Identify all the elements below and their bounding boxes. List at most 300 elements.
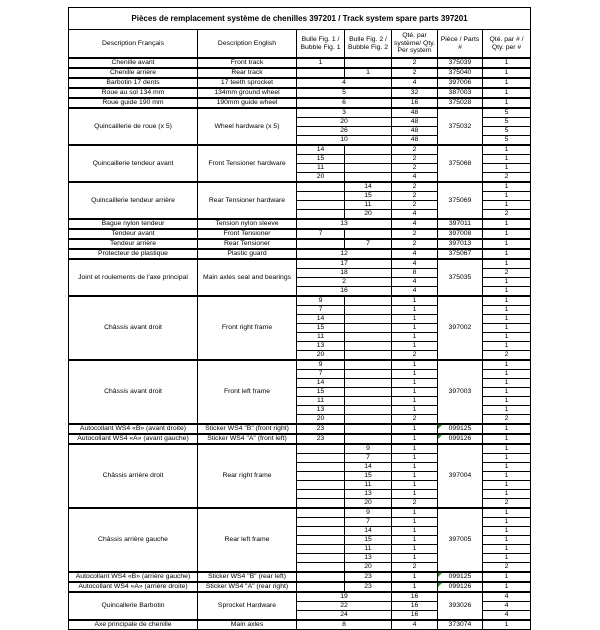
table-header-row — [69, 30, 531, 59]
cell-fig1: 14 — [297, 145, 345, 155]
table-row — [69, 259, 531, 269]
cell-part-number: 373074 — [438, 620, 483, 630]
cell-qty-per-part: 1 — [483, 88, 531, 98]
cell-qty-per-system: 4 — [392, 78, 438, 88]
cell-fig2: 7 — [345, 454, 392, 463]
cell-qty-per-system: 1 — [392, 370, 438, 379]
cell-fig1: 23 — [297, 424, 345, 434]
cell-qty-per-system: 1 — [392, 388, 438, 397]
table-row — [69, 88, 531, 98]
cell-part-number: 375067 — [438, 249, 483, 259]
cell-qty-per-system: 1 — [392, 406, 438, 415]
cell-qty-per-part: 1 — [483, 259, 531, 269]
cell-description-fr: Joint et roulements de l'axe principal — [69, 259, 198, 296]
table-row — [69, 360, 531, 370]
cell-qty-per-part: 1 — [483, 192, 531, 201]
cell-part-number: 099125 — [438, 572, 483, 582]
cell-qty-per-system: 1 — [392, 463, 438, 472]
cell-qty-per-system: 1 — [392, 333, 438, 342]
cell-qty-per-system: 1 — [392, 536, 438, 545]
cell-qty-per-system: 1 — [392, 424, 438, 434]
table-row — [69, 508, 531, 518]
cell-qty-per-part: 1 — [483, 444, 531, 454]
cell-description-en: 190mm guide wheel — [198, 98, 297, 108]
excel-error-flag-icon — [438, 435, 442, 439]
cell-part-number: 397003 — [438, 360, 483, 424]
cell-part-number: 099125 — [438, 424, 483, 434]
cell-part-number: 397005 — [438, 508, 483, 572]
cell-qty-per-system: 1 — [392, 434, 438, 444]
cell-qty-per-part: 1 — [483, 545, 531, 554]
cell-qty-per-system: 4 — [392, 287, 438, 297]
cell-qty-per-system: 2 — [392, 164, 438, 173]
cell-qty-per-part: 2 — [483, 173, 531, 183]
cell-qty-per-part: 1 — [483, 434, 531, 444]
cell-description-fr: Châssis arrière droit — [69, 444, 198, 508]
cell-qty-per-part: 1 — [483, 98, 531, 108]
cell-qty-per-system: 2 — [392, 415, 438, 425]
cell-description-fr: Barbotin 17 dents — [69, 78, 198, 88]
column-header-bubble-fig1: Bulle Fig. 1 / Bubble Fig. 1 — [297, 30, 345, 59]
cell-qty-per-system: 1 — [392, 518, 438, 527]
cell-fig1: 11 — [297, 397, 345, 406]
cell-qty-per-part: 1 — [483, 249, 531, 259]
cell-part-number: 375028 — [438, 98, 483, 108]
cell-description-en: Front track — [198, 58, 297, 68]
cell-qty-per-part: 1 — [483, 397, 531, 406]
cell-description-fr: Chenille avant — [69, 58, 198, 68]
cell-fig2 — [345, 333, 392, 342]
cell-qty-per-part: 1 — [483, 490, 531, 499]
cell-qty-per-system: 2 — [392, 145, 438, 155]
cell-fig1 — [297, 527, 345, 536]
cell-qty-per-system: 48 — [392, 118, 438, 127]
column-header-qty-per-part: Qté. par # / Qty. per # — [483, 30, 531, 59]
cell-fig1: 13 — [297, 406, 345, 415]
cell-qty-per-system: 2 — [392, 58, 438, 68]
cell-description-fr: Roue au sol 134 mm — [69, 88, 198, 98]
cell-description-fr: Autocollant WS4 «A» (avant gauche) — [69, 434, 198, 444]
cell-fig2: 13 — [345, 490, 392, 499]
cell-qty-per-part: 1 — [483, 201, 531, 210]
cell-qty-per-part: 5 — [483, 127, 531, 136]
cell-qty-per-system: 16 — [392, 592, 438, 602]
cell-qty-per-part: 1 — [483, 296, 531, 306]
cell-fig2 — [345, 306, 392, 315]
cell-fig-merged: 12 — [297, 249, 392, 259]
cell-description-fr: Châssis arrière gauche — [69, 508, 198, 572]
cell-qty-per-system: 2 — [392, 192, 438, 201]
cell-qty-per-part: 1 — [483, 388, 531, 397]
cell-fig1 — [297, 545, 345, 554]
cell-fig-merged: 19 — [297, 592, 392, 602]
cell-qty-per-part: 2 — [483, 415, 531, 425]
cell-qty-per-system: 1 — [392, 527, 438, 536]
cell-qty-per-part: 1 — [483, 424, 531, 434]
cell-description-fr: Quincaillerie tendeur avant — [69, 145, 198, 182]
cell-fig2: 15 — [345, 192, 392, 201]
cell-fig2 — [345, 351, 392, 361]
table-row — [69, 239, 531, 249]
cell-fig2 — [345, 424, 392, 434]
cell-part-number: 387003 — [438, 88, 483, 98]
cell-qty-per-part: 1 — [483, 333, 531, 342]
cell-part-number: 393026 — [438, 592, 483, 620]
cell-qty-per-part: 1 — [483, 360, 531, 370]
cell-description-en: Wheel hardware (x 5) — [198, 108, 297, 145]
cell-qty-per-part: 1 — [483, 472, 531, 481]
cell-fig2 — [345, 155, 392, 164]
cell-qty-per-part: 1 — [483, 68, 531, 78]
table-title-row — [69, 8, 531, 30]
table-row — [69, 249, 531, 259]
table-row — [69, 572, 531, 582]
cell-qty-per-part: 1 — [483, 582, 531, 592]
cell-qty-per-system: 4 — [392, 249, 438, 259]
cell-fig1: 11 — [297, 333, 345, 342]
cell-fig1 — [297, 554, 345, 563]
table-row — [69, 434, 531, 444]
cell-qty-per-system: 1 — [392, 296, 438, 306]
cell-fig-merged: 10 — [297, 136, 392, 146]
cell-fig2 — [345, 164, 392, 173]
cell-description-en: Front Tensioner — [198, 229, 297, 239]
cell-qty-per-system: 1 — [392, 454, 438, 463]
cell-qty-per-system: 1 — [392, 342, 438, 351]
cell-qty-per-system: 1 — [392, 545, 438, 554]
excel-error-flag-icon — [438, 425, 442, 429]
cell-qty-per-part: 1 — [483, 324, 531, 333]
cell-fig2: 11 — [345, 481, 392, 490]
cell-fig1 — [297, 68, 345, 78]
cell-fig-merged: 26 — [297, 127, 392, 136]
cell-qty-per-part: 1 — [483, 370, 531, 379]
cell-part-number: 397004 — [438, 444, 483, 508]
cell-qty-per-part: 1 — [483, 379, 531, 388]
cell-part-number: 375035 — [438, 259, 483, 296]
cell-fig2: 7 — [345, 518, 392, 527]
cell-fig-merged: 24 — [297, 611, 392, 621]
cell-part-number: 397008 — [438, 229, 483, 239]
cell-qty-per-part: 1 — [483, 481, 531, 490]
cell-qty-per-system: 2 — [392, 239, 438, 249]
table-row — [69, 296, 531, 306]
cell-fig-merged: 20 — [297, 118, 392, 127]
cell-description-en: Sprocket Hardware — [198, 592, 297, 620]
cell-description-en: Front left frame — [198, 360, 297, 424]
table-row — [69, 58, 531, 68]
cell-fig1: 15 — [297, 155, 345, 164]
cell-qty-per-system: 2 — [392, 155, 438, 164]
cell-fig2: 9 — [345, 444, 392, 454]
cell-part-number: 099126 — [438, 582, 483, 592]
cell-part-number: 397013 — [438, 239, 483, 249]
cell-fig2 — [345, 397, 392, 406]
cell-qty-per-system: 1 — [392, 481, 438, 490]
cell-qty-per-system: 16 — [392, 98, 438, 108]
cell-fig1 — [297, 472, 345, 481]
cell-fig-merged: 18 — [297, 269, 392, 278]
table-row — [69, 182, 531, 192]
cell-qty-per-system: 1 — [392, 444, 438, 454]
cell-qty-per-part: 1 — [483, 454, 531, 463]
cell-fig1 — [297, 508, 345, 518]
cell-qty-per-system: 2 — [392, 563, 438, 573]
cell-description-en: Sticker WS4 "B" (rear left) — [198, 572, 297, 582]
cell-description-en: Rear Tensioner hardware — [198, 182, 297, 219]
cell-description-fr: Châssis avant droit — [69, 360, 198, 424]
cell-description-fr: Quincaillerie tendeur arrière — [69, 182, 198, 219]
cell-description-en: Sticker WS4 "A" (front left) — [198, 434, 297, 444]
cell-qty-per-system: 1 — [392, 397, 438, 406]
cell-fig2 — [345, 360, 392, 370]
cell-description-en: Rear right frame — [198, 444, 297, 508]
cell-qty-per-system: 16 — [392, 611, 438, 621]
cell-description-en: Main axles — [198, 620, 297, 630]
cell-fig1: 13 — [297, 342, 345, 351]
cell-qty-per-system: 1 — [392, 324, 438, 333]
cell-fig1 — [297, 463, 345, 472]
cell-part-number: 099126 — [438, 434, 483, 444]
cell-fig-merged: 6 — [297, 98, 392, 108]
cell-qty-per-system: 1 — [392, 379, 438, 388]
cell-qty-per-part: 1 — [483, 342, 531, 351]
cell-qty-per-system: 4 — [392, 210, 438, 220]
cell-fig1 — [297, 201, 345, 210]
excel-error-flag-icon — [438, 583, 442, 587]
cell-fig1: 20 — [297, 173, 345, 183]
cell-fig-merged: 3 — [297, 108, 392, 118]
cell-qty-per-part: 1 — [483, 554, 531, 563]
cell-fig1 — [297, 518, 345, 527]
table-row — [69, 592, 531, 602]
cell-qty-per-part: 2 — [483, 351, 531, 361]
cell-fig1 — [297, 192, 345, 201]
cell-qty-per-part: 1 — [483, 182, 531, 192]
cell-description-fr: Axe principale de chenille — [69, 620, 198, 630]
cell-description-en: Sticker WS4 "A" (rear right) — [198, 582, 297, 592]
cell-qty-per-part: 1 — [483, 145, 531, 155]
cell-fig1: 11 — [297, 164, 345, 173]
cell-fig1 — [297, 563, 345, 573]
cell-fig1: 9 — [297, 360, 345, 370]
cell-qty-per-part: 1 — [483, 287, 531, 297]
cell-qty-per-system: 48 — [392, 127, 438, 136]
cell-fig2: 11 — [345, 545, 392, 554]
cell-description-en: Sticker WS4 "B" (front right) — [198, 424, 297, 434]
cell-fig2: 15 — [345, 536, 392, 545]
column-header-description-fr: Description Français — [69, 30, 198, 59]
cell-qty-per-part: 1 — [483, 229, 531, 239]
cell-fig1: 1 — [297, 58, 345, 68]
cell-fig2 — [345, 370, 392, 379]
cell-fig1 — [297, 536, 345, 545]
cell-qty-per-part: 1 — [483, 406, 531, 415]
cell-fig1: 15 — [297, 388, 345, 397]
table-row — [69, 424, 531, 434]
cell-fig2: 23 — [345, 582, 392, 592]
cell-qty-per-system: 2 — [392, 499, 438, 509]
cell-qty-per-system: 2 — [392, 201, 438, 210]
cell-description-en: Front Tensioner hardware — [198, 145, 297, 182]
cell-qty-per-part: 1 — [483, 164, 531, 173]
cell-description-fr: Autocollant WS4 «A» (arrière droite) — [69, 582, 198, 592]
cell-fig2: 15 — [345, 472, 392, 481]
cell-fig2 — [345, 406, 392, 415]
cell-fig2 — [345, 434, 392, 444]
cell-qty-per-part: 1 — [483, 620, 531, 630]
cell-fig1: 15 — [297, 324, 345, 333]
cell-qty-per-system: 1 — [392, 572, 438, 582]
cell-qty-per-system: 4 — [392, 219, 438, 229]
cell-fig1: 20 — [297, 351, 345, 361]
cell-qty-per-system: 1 — [392, 554, 438, 563]
cell-qty-per-system: 1 — [392, 360, 438, 370]
cell-description-fr: Autocollant WS4 «B» (arrière gauche) — [69, 572, 198, 582]
cell-fig1 — [297, 490, 345, 499]
cell-qty-per-system: 1 — [392, 306, 438, 315]
cell-qty-per-part: 1 — [483, 572, 531, 582]
cell-fig1 — [297, 239, 345, 249]
cell-description-fr: Quincaillerie de roue (x 5) — [69, 108, 198, 145]
cell-fig-merged: 22 — [297, 602, 392, 611]
cell-fig2 — [345, 388, 392, 397]
cell-part-number: 397006 — [438, 78, 483, 88]
cell-fig1 — [297, 182, 345, 192]
cell-qty-per-part: 5 — [483, 118, 531, 127]
cell-fig-merged: 2 — [297, 278, 392, 287]
cell-qty-per-part: 1 — [483, 219, 531, 229]
cell-fig2 — [345, 379, 392, 388]
table-row — [69, 219, 531, 229]
table-row — [69, 444, 531, 454]
cell-fig1 — [297, 481, 345, 490]
cell-part-number: 397002 — [438, 296, 483, 360]
cell-description-en: 134mm ground wheel — [198, 88, 297, 98]
cell-fig2: 9 — [345, 508, 392, 518]
cell-qty-per-system: 16 — [392, 602, 438, 611]
cell-part-number: 375039 — [438, 58, 483, 68]
cell-qty-per-system: 2 — [392, 182, 438, 192]
cell-qty-per-part: 1 — [483, 463, 531, 472]
table-row — [69, 620, 531, 630]
cell-qty-per-part: 1 — [483, 239, 531, 249]
cell-fig-merged: 17 — [297, 259, 392, 269]
cell-fig2 — [345, 315, 392, 324]
cell-qty-per-part: 1 — [483, 155, 531, 164]
cell-fig2: 1 — [345, 68, 392, 78]
cell-qty-per-part: 4 — [483, 611, 531, 621]
cell-description-en: 17 teeth sprocket — [198, 78, 297, 88]
table-row — [69, 98, 531, 108]
cell-qty-per-system: 2 — [392, 351, 438, 361]
cell-description-en: Main axles seal and bearings — [198, 259, 297, 296]
cell-qty-per-part: 2 — [483, 269, 531, 278]
cell-part-number: 375040 — [438, 68, 483, 78]
cell-fig2: 14 — [345, 463, 392, 472]
cell-description-en: Plastic guard — [198, 249, 297, 259]
cell-description-fr: Protecteur de plastique — [69, 249, 198, 259]
parts-table — [68, 7, 531, 630]
cell-fig-merged: 13 — [297, 219, 392, 229]
cell-fig2 — [345, 296, 392, 306]
cell-description-fr: Châssis avant droit — [69, 296, 198, 360]
cell-description-fr: Chenille arrière — [69, 68, 198, 78]
cell-fig2 — [345, 58, 392, 68]
cell-fig1: 7 — [297, 229, 345, 239]
cell-qty-per-part: 1 — [483, 306, 531, 315]
cell-qty-per-system: 4 — [392, 173, 438, 183]
cell-description-fr: Autocollant WS4 «B» (avant droite) — [69, 424, 198, 434]
cell-qty-per-part: 2 — [483, 210, 531, 220]
cell-fig1: 14 — [297, 315, 345, 324]
table-row — [69, 582, 531, 592]
cell-fig1: 7 — [297, 306, 345, 315]
cell-qty-per-system: 1 — [392, 315, 438, 324]
cell-fig1: 20 — [297, 415, 345, 425]
column-header-description-en: Description English — [198, 30, 297, 59]
column-header-part-number: Pièce / Parts # — [438, 30, 483, 59]
cell-qty-per-part: 4 — [483, 592, 531, 602]
cell-qty-per-part: 2 — [483, 499, 531, 509]
cell-qty-per-system: 1 — [392, 472, 438, 481]
excel-error-flag-icon — [438, 573, 442, 577]
cell-fig2: 20 — [345, 499, 392, 509]
cell-qty-per-system: 4 — [392, 278, 438, 287]
cell-qty-per-system: 2 — [392, 68, 438, 78]
cell-description-fr: Roue guide 190 mm — [69, 98, 198, 108]
cell-fig2: 23 — [345, 572, 392, 582]
cell-qty-per-system: 32 — [392, 88, 438, 98]
table-row — [69, 145, 531, 155]
cell-description-fr: Quincallerie Barbotin — [69, 592, 198, 620]
cell-qty-per-part: 5 — [483, 108, 531, 118]
cell-fig2: 20 — [345, 563, 392, 573]
cell-qty-per-part: 2 — [483, 563, 531, 573]
cell-fig2 — [345, 145, 392, 155]
cell-part-number: 375032 — [438, 108, 483, 145]
cell-qty-per-part: 1 — [483, 78, 531, 88]
cell-description-en: Rear left frame — [198, 508, 297, 572]
cell-fig2: 14 — [345, 182, 392, 192]
table-row — [69, 108, 531, 118]
table-row — [69, 78, 531, 88]
cell-description-en: Tension nylon sleeve — [198, 219, 297, 229]
cell-fig2: 13 — [345, 554, 392, 563]
cell-part-number: 375069 — [438, 182, 483, 219]
cell-fig1 — [297, 572, 345, 582]
column-header-bubble-fig2: Bulle Fig. 2 / Bubble Fig. 2 — [345, 30, 392, 59]
cell-fig-merged: 5 — [297, 88, 392, 98]
table-row — [69, 68, 531, 78]
cell-qty-per-part: 1 — [483, 58, 531, 68]
cell-fig1 — [297, 210, 345, 220]
cell-fig2 — [345, 173, 392, 183]
parts-table-body — [69, 58, 531, 630]
cell-fig1: 7 — [297, 370, 345, 379]
cell-fig-merged: 16 — [297, 287, 392, 297]
cell-qty-per-system: 48 — [392, 108, 438, 118]
cell-qty-per-part: 1 — [483, 278, 531, 287]
cell-fig2: 20 — [345, 210, 392, 220]
table-row — [69, 229, 531, 239]
cell-qty-per-system: 1 — [392, 490, 438, 499]
cell-fig2 — [345, 324, 392, 333]
cell-fig-merged: 4 — [297, 78, 392, 88]
cell-description-en: Front right frame — [198, 296, 297, 360]
cell-fig1 — [297, 582, 345, 592]
cell-fig-merged: 8 — [297, 620, 392, 630]
